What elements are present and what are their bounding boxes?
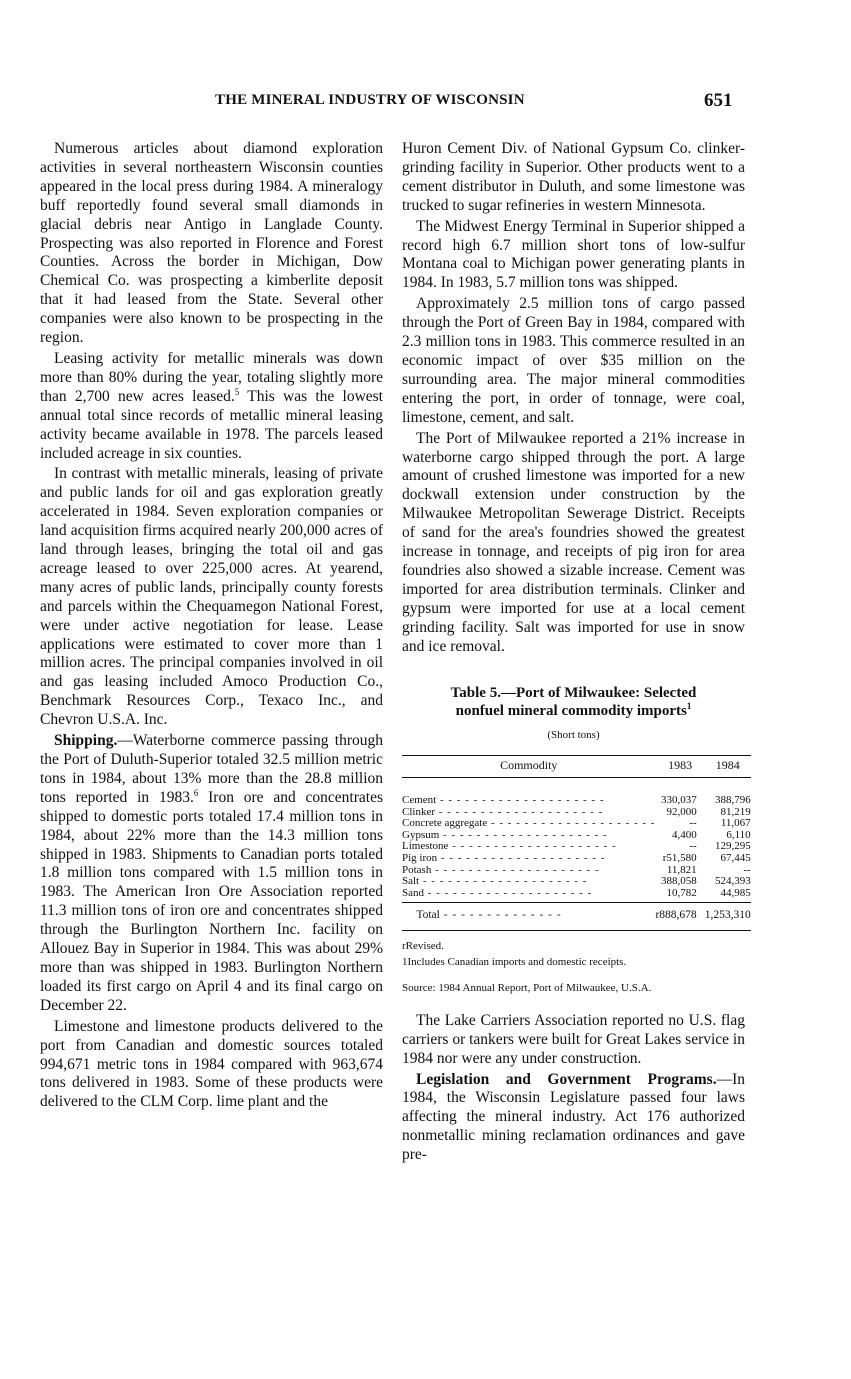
cell-total-1984: 1,253,310 xyxy=(705,903,751,931)
running-header xyxy=(0,92,851,116)
paragraph-text: —Waterborne commerce passing through the Port of Duluth-Superior totaled 32.5 million metric tons in 1984, about 13% more than the 28.8 million tons reported in 1983. xyxy=(40,732,383,806)
paragraph-lake-carriers: The Lake Carriers Association reported no U.S. flag carriers or tankers were built for Great Lakes service in 1984 nor were any under construction. xyxy=(402,1011,745,1067)
cell-1983: r51,580 xyxy=(662,851,697,864)
cell-1983: 330,037 xyxy=(660,793,697,806)
footnote-ref: 5 xyxy=(234,386,240,397)
cell-commodity: Concrete aggregate - - - - - - - - - - - - - - - - - - - - xyxy=(402,817,656,830)
paragraph-text: Leasing activity for metallic minerals was down more than 80% during the year, totaling slightly more than 2,700 new acres leased. xyxy=(40,349,383,405)
table-5 xyxy=(402,684,751,997)
page-number: 651 xyxy=(704,90,733,111)
column-header-commodity: Commodity xyxy=(402,756,655,778)
table-title xyxy=(402,684,745,720)
paragraph-oil-gas-leasing: In contrast with metallic minerals, leasing of private and public lands for oil and gas exploration greatly accelerated in 1984. Seven exploration companies or land acquisition firms acquired nearly 200,000 acres of land through leases, bringing the total oil and gas acreage leased to over 225,000 acres. At yearend, many acres of public lands, principally county forests and parcels within the Chequamegon National Forest, were under active negotiation for lease. Lease applications were estimated to cover more than 1 million acres. The principal companies involved in oil and gas leasing included Amoco Production Co., Benchmark Resources Corp., Texaco Inc., and Chevron U.S.A. Inc. xyxy=(40,465,383,729)
commodity-table xyxy=(402,755,751,931)
left-column xyxy=(40,140,383,1112)
cell-commodity: Sand - - - - - - - - - - - - - - - - - - - - xyxy=(402,886,593,899)
footnote-revised: rRevised. xyxy=(402,939,444,952)
cell-1984: 81,219 xyxy=(720,805,751,818)
footnote-1: 1Includes Canadian imports and domestic receipts. xyxy=(402,955,627,968)
paragraph-huron-cement: Huron Cement Div. of National Gypsum Co. clinker-grinding facility in Superior. Other products went to a cement distributor in Duluth, and some limestone was trucked to sugar refineries in western Minnesota. xyxy=(402,140,745,214)
cell-commodity: Potash - - - - - - - - - - - - - - - - - - - - xyxy=(402,863,600,876)
cell-1984: 67,445 xyxy=(720,851,751,864)
cell-commodity: Limestone - - - - - - - - - - - - - - - - - - - - xyxy=(402,840,617,853)
cell-1984: 11,067 xyxy=(720,817,751,830)
paragraph-text: This was the lowest annual total since records of metallic mineral leasing activity became available in 1978. The parcels leased included acreage in six counties. xyxy=(40,387,383,462)
table-footnotes xyxy=(402,939,745,969)
paragraph-text: —In 1984, the Wisconsin Legislature passed four laws affecting the mineral industry. Act 176 authorized nonmetallic mining reclamation ordinances and gave pre- xyxy=(402,1070,745,1164)
right-column xyxy=(402,140,751,1165)
cell-1983: -- xyxy=(689,817,697,830)
cell-commodity: Salt - - - - - - - - - - - - - - - - - - - - xyxy=(402,875,588,888)
running-title: THE MINERAL INDUSTRY OF WISCONSIN xyxy=(215,92,525,108)
footnote-ref: 6 xyxy=(193,787,199,798)
table-row xyxy=(402,777,751,806)
cell-1984: 44,985 xyxy=(720,886,751,899)
paragraph-midwest-energy: The Midwest Energy Terminal in Superior shipped a record high 6.7 million short tons of low-sulfur Montana coal to Michigan power generating plants in 1984. In 1983, 5.7 million tons was shipped. xyxy=(402,217,745,292)
cell-1983: 388,058 xyxy=(660,875,697,888)
table-row xyxy=(402,888,751,903)
paragraph-green-bay: Approximately 2.5 million tons of cargo passed through the Port of Green Bay in 1984, compared with 2.3 million tons in 1983. This commerce resulted in an economic impact of over $35 million on the surrounding area. The major mineral commodities entering the port, in order of tonnage, were coal, limestone, cement, and salt. xyxy=(402,295,745,426)
cell-commodity: Gypsum - - - - - - - - - - - - - - - - - - - - xyxy=(402,828,608,841)
cell-1984: 129,295 xyxy=(714,840,751,853)
table-title-line: nonfuel mineral commodity imports$^1$ xyxy=(455,701,692,720)
paragraph-metallic-leasing xyxy=(40,350,383,463)
table-total-row xyxy=(402,903,751,931)
cell-1983: 11,821 xyxy=(666,863,697,876)
table-source: Source: 1984 Annual Report, Port of Milwaukee, U.S.A. xyxy=(402,981,652,994)
table-header-row xyxy=(402,756,751,778)
cell-commodity: Pig iron - - - - - - - - - - - - - - - - - - - - xyxy=(402,851,606,864)
cell-1983: 92,000 xyxy=(666,805,697,818)
footnote-ref: 1 xyxy=(686,701,692,712)
paragraph-text: Iron ore and concentrates shipped to domestic ports totaled 17.4 million tons in 1984, about 22% more than the 14.3 million tons shipped in 1983. Shipments to Canadian ports totaled 1.8 million tons compared with 1.5 million tons in 1983. The American Iron Ore Association reported 11.3 million tons of iron ore and concentrates shipped through the Burlington Northern Inc. facility on Allouez Bay in Superior in 1984. This was about 29% more than was shipped in 1983. Burlington Northern loaded its first cargo on April 4 and its final cargo on December 22. xyxy=(40,788,383,1014)
cell-1983: -- xyxy=(689,840,697,853)
cell-1984: -- xyxy=(743,863,751,876)
section-run-in-head: Shipping. xyxy=(54,732,118,750)
cell-1983: 4,400 xyxy=(671,828,697,841)
paragraph-milwaukee: The Port of Milwaukee reported a 21% increase in waterborne cargo shipped through the port. A large amount of crushed limestone was imported for a new dockwall extension under construction by the Milwaukee Metropolitan Sewerage District. Receipts of sand for the area's foundries showed the greatest increase in tonnage, and receipts of pig iron for area foundries also showed a sizable increase. Cement was imported for area distribution terminals. Clinker and gypsum were imported for use at a local cement grinding facility. Salt was imported for use in snow and ice removal. xyxy=(402,429,745,655)
cell-1984: 388,796 xyxy=(714,793,751,806)
table-title-line: Table 5.—Port of Milwaukee: Selected xyxy=(450,685,697,702)
table-units: (Short tons) xyxy=(547,729,600,742)
cell-1983: 10,782 xyxy=(666,886,697,899)
paragraph-shipping xyxy=(40,732,383,1016)
cell-1984: 6,110 xyxy=(726,828,751,841)
paragraph-legislation xyxy=(402,1071,745,1166)
cell-total-label: Total - - - - - - - - - - - - - - xyxy=(402,903,655,931)
cell-commodity: Cement - - - - - - - - - - - - - - - - - - - - xyxy=(402,793,605,806)
paragraph-diamond-exploration: Numerous articles about diamond exploration activities in several northeastern Wisconsin counties appeared in the local press during 1984. A mineralogy buff reportedly found several small diamonds in glacial debris near Antigo in Langlade County. Prospecting was also reported in Florence and Forest Counties. Across the border in Michigan, Dow Chemical Co. was prospecting a kimberlite deposit that it had leased from the State. Several other companies were also known to be prospecting in the region. xyxy=(40,140,383,347)
paragraph-limestone: Limestone and limestone products delivered to the port from Canadian and domestic sources totaled 994,671 metric tons in 1984 compared with 963,674 tons delivered in 1983. Some of these products were delivered to the CLM Corp. lime plant and the xyxy=(40,1017,383,1111)
cell-1984: 524,393 xyxy=(714,875,751,888)
cell-total-1983: r888,678 xyxy=(655,903,704,931)
section-run-in-head: Legislation and Government Programs. xyxy=(416,1070,717,1088)
column-header-1983: 1983 xyxy=(655,756,704,778)
cell-commodity: Clinker - - - - - - - - - - - - - - - - - - - - xyxy=(402,805,604,818)
column-header-1984: 1984 xyxy=(705,756,751,778)
